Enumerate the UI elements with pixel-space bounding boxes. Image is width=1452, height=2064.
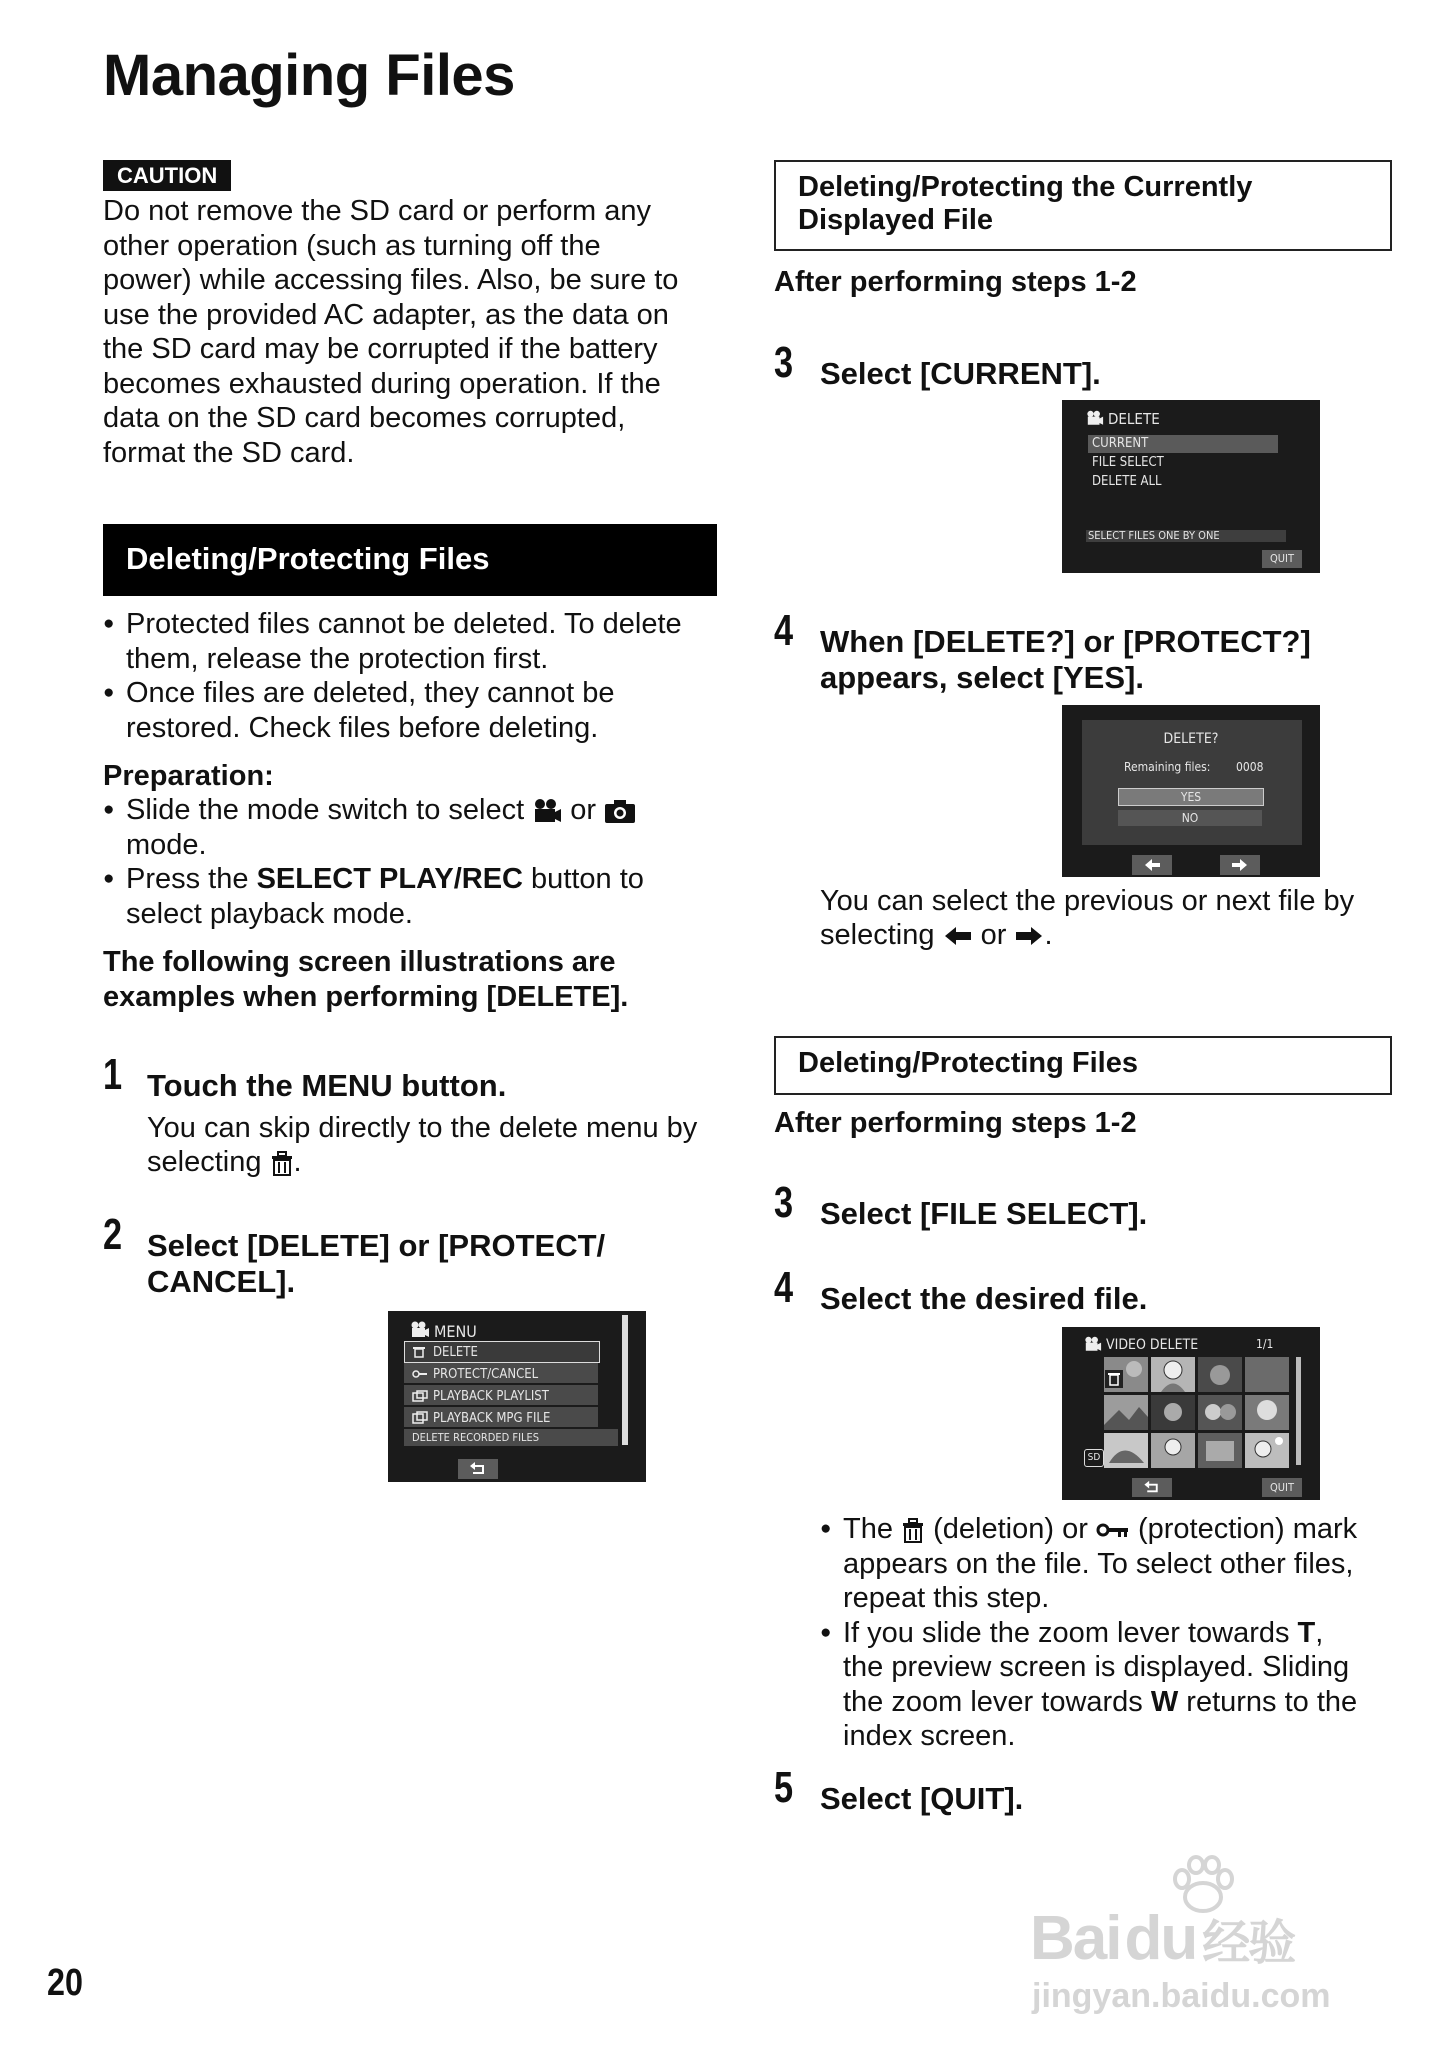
thumbnail-grid bbox=[1104, 1357, 1290, 1469]
key-icon bbox=[1096, 1522, 1130, 1538]
list-item: ● Slide the mode switch to select or mode. bbox=[103, 793, 743, 862]
step-1-number: 1 bbox=[103, 1050, 123, 1099]
list-item: ● Press the SELECT PLAY/REC button to select playback mode. bbox=[103, 862, 743, 931]
caution-text: Do not remove the SD card or perform any other operation (such as turning off the power) while accessing files. Also, be sure to use the provided AC adapter, as the data on the SD card may be corrupted if the battery becomes exhausted during operation. If the data on the SD card becomes corrupted, format the SD card. bbox=[103, 195, 679, 469]
page-title: Managing Files bbox=[103, 43, 515, 108]
menu-item-playlist-label: PLAYBACK PLAYLIST bbox=[433, 1389, 549, 1404]
next-file-button[interactable] bbox=[1220, 855, 1260, 875]
remaining-files-value: 0008 bbox=[1236, 760, 1264, 774]
preparation-title: Preparation: bbox=[103, 760, 274, 792]
playlist-icon bbox=[412, 1390, 428, 1402]
video-camera-icon bbox=[1086, 410, 1104, 426]
back-button[interactable] bbox=[1132, 1478, 1172, 1497]
s-step-3-text: Select [FILE SELECT]. bbox=[820, 1196, 1148, 1231]
menu-help-text: DELETE RECORDED FILES bbox=[412, 1431, 540, 1444]
trash-icon bbox=[1104, 1357, 1148, 1392]
menu-screen bbox=[388, 1311, 646, 1482]
back-button[interactable] bbox=[458, 1459, 498, 1479]
mpg-file-icon bbox=[412, 1411, 428, 1424]
video-camera-icon bbox=[532, 798, 562, 824]
box-header-current-file: Deleting/Protecting the Currently Displayed File bbox=[774, 160, 1392, 251]
thumbnail[interactable] bbox=[1198, 1395, 1242, 1430]
thumbnail[interactable] bbox=[1245, 1433, 1289, 1468]
watermark-brand-cn: 经验 bbox=[1202, 1917, 1295, 1970]
thumbnail[interactable] bbox=[1198, 1357, 1242, 1392]
box-header-deleting-protecting: Deleting/Protecting Files bbox=[774, 1036, 1392, 1095]
video-camera-icon bbox=[410, 1321, 430, 1338]
menu-item-delete-label: DELETE bbox=[433, 1345, 478, 1360]
s-step-3-number: 3 bbox=[774, 1178, 794, 1227]
quit-button[interactable]: QUIT bbox=[1262, 550, 1302, 568]
key-icon bbox=[412, 1370, 428, 1378]
step-2-number: 2 bbox=[103, 1210, 123, 1259]
watermark-brand-a: Bai bbox=[1030, 1904, 1121, 1973]
s-step-5-text: Select [QUIT]. bbox=[820, 1781, 1024, 1816]
thumbnail[interactable] bbox=[1151, 1433, 1195, 1468]
remaining-files-label: Remaining files: bbox=[1124, 760, 1211, 774]
preparation-list bbox=[103, 793, 743, 931]
s-step-4-number: 4 bbox=[774, 1263, 794, 1312]
r-step-3-text: Select [CURRENT]. bbox=[820, 356, 1101, 391]
menu-title: MENU bbox=[434, 1322, 477, 1341]
r-step-4-text: When [DELETE?] or [PROTECT?] appears, select [YES]. bbox=[820, 624, 1311, 695]
s-step-4-text: Select the desired file. bbox=[820, 1281, 1148, 1316]
confirm-screen bbox=[1062, 705, 1320, 877]
thumbnail[interactable] bbox=[1245, 1357, 1289, 1392]
r-step-4-number: 4 bbox=[774, 606, 794, 655]
quit-button[interactable]: QUIT bbox=[1262, 1478, 1302, 1497]
section-header-deleting-protecting: Deleting/Protecting Files bbox=[103, 524, 717, 596]
thumbnail[interactable] bbox=[1104, 1395, 1148, 1430]
file-select-notes bbox=[820, 1512, 1400, 1754]
no-button[interactable]: NO bbox=[1118, 810, 1262, 826]
right-arrow-icon bbox=[1014, 925, 1044, 947]
menu-item-mpg-label: PLAYBACK MPG FILE bbox=[433, 1411, 551, 1426]
list-item: ● Protected files cannot be deleted. To delete them, release the protection first. bbox=[103, 607, 743, 676]
left-arrow-icon bbox=[943, 925, 973, 947]
r-step-4-subtext: You can select the previous or next file by selecting or . bbox=[820, 885, 1355, 951]
after-steps-2: After performing steps 1-2 bbox=[774, 1107, 1137, 1139]
thumbnail-scrollbar[interactable] bbox=[1296, 1357, 1301, 1465]
after-steps-1: After performing steps 1-2 bbox=[774, 266, 1137, 298]
list-item: ● If you slide the zoom lever towards T, the preview screen is displayed. Sliding the zoom lever towards W returns to the index screen. bbox=[820, 1616, 1400, 1754]
s-step-5-number: 5 bbox=[774, 1763, 794, 1812]
trash-icon bbox=[901, 1517, 925, 1543]
watermark-brand-b: du bbox=[1124, 1904, 1197, 1973]
page-number: 20 bbox=[47, 1962, 83, 2004]
step-1-text: Touch the MENU button. bbox=[147, 1068, 507, 1103]
trash-icon bbox=[412, 1345, 426, 1358]
list-item: ● Once files are deleted, they cannot be restored. Check files before deleting. bbox=[103, 676, 743, 745]
trash-icon bbox=[270, 1150, 294, 1176]
menu-item-protect-label: PROTECT/CANCEL bbox=[433, 1367, 539, 1382]
video-delete-screen bbox=[1062, 1327, 1320, 1500]
watermark-url: jingyan.baidu.com bbox=[1032, 1977, 1331, 2015]
step-1-subtext: You can skip directly to the delete menu by selecting . bbox=[147, 1112, 698, 1178]
thumbnail[interactable] bbox=[1198, 1433, 1242, 1468]
notes-list bbox=[103, 607, 743, 745]
sd-card-badge: SD bbox=[1084, 1449, 1104, 1467]
video-camera-icon bbox=[1084, 1336, 1102, 1352]
baidu-watermark bbox=[1030, 1855, 1370, 2015]
still-camera-icon bbox=[604, 798, 636, 824]
r-step-3-number: 3 bbox=[774, 338, 794, 387]
thumbnail[interactable] bbox=[1151, 1357, 1195, 1392]
delete-item-file-select[interactable]: FILE SELECT bbox=[1092, 455, 1164, 470]
step-2-text: Select [DELETE] or [PROTECT/ CANCEL]. bbox=[147, 1228, 606, 1299]
yes-button[interactable]: YES bbox=[1118, 788, 1264, 806]
thumbnail[interactable] bbox=[1104, 1357, 1148, 1392]
list-item: ● The (deletion) or (protection) mark appears on the file. To select other files, repeat this step. bbox=[820, 1512, 1400, 1616]
previous-file-button[interactable] bbox=[1132, 855, 1172, 875]
thumbnail[interactable] bbox=[1245, 1395, 1289, 1430]
delete-help-text: SELECT FILES ONE BY ONE bbox=[1088, 529, 1220, 542]
caution-tag: CAUTION bbox=[103, 160, 231, 191]
video-delete-title: VIDEO DELETE bbox=[1106, 1337, 1199, 1353]
delete-screen: DELETE CURRENT FILE SELECT DELETE ALL SELECT FILES ONE BY ONE QUIT bbox=[1062, 400, 1320, 573]
page-indicator: 1/1 bbox=[1256, 1337, 1274, 1351]
delete-screen-title: DELETE bbox=[1108, 410, 1160, 428]
screen-illustration-note: The following screen illustrations are examples when performing [DELETE]. bbox=[103, 946, 629, 1013]
confirm-title: DELETE? bbox=[1163, 731, 1219, 747]
thumbnail[interactable] bbox=[1104, 1433, 1148, 1468]
menu-scrollbar[interactable] bbox=[622, 1315, 628, 1445]
delete-item-delete-all[interactable]: DELETE ALL bbox=[1092, 474, 1162, 489]
thumbnail[interactable] bbox=[1151, 1395, 1195, 1430]
